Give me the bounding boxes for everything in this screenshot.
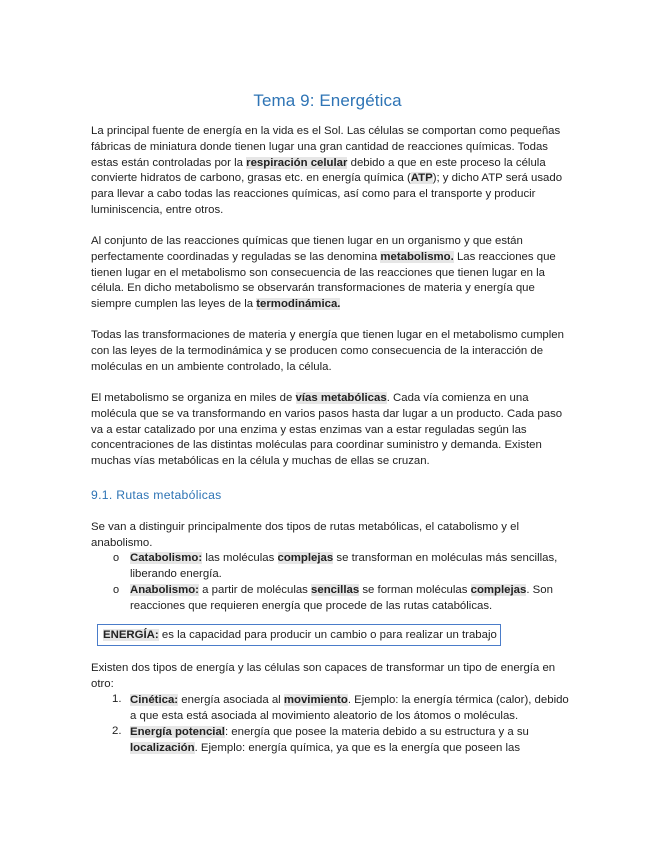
list-number-1: 1. — [112, 693, 122, 705]
term-energia: ENERGÍA: — [103, 629, 159, 641]
term-complejas-2: complejas — [470, 584, 527, 596]
list-item-anabolismo: Anabolismo: a partir de moléculas sencillas se forman moléculas complejas. Son reacciones que requieren energía que procede de las rutas catabólicas. — [130, 584, 553, 612]
para4-text-1: El metabolismo se organiza en miles de — [91, 392, 296, 404]
bullet-marker-catabolismo: o — [113, 552, 120, 564]
intro-text-1: La principal fuente de energía en la vida es el Sol. Las células se comportan como pequeñas fábricas de miniatura donde tienen lugar una gran cantidad de reacciones químicas. Todas estas están controladas por la — [91, 125, 561, 169]
term-complejas: complejas — [277, 552, 334, 564]
list-item-catabolismo: Catabolismo: las moléculas complejas se transforman en moléculas más sencillas, liberando energía. — [130, 552, 558, 580]
thermodynamics-paragraph: Todas las transformaciones de materia y energía que tienen lugar en el metabolismo cumplen con las leyes de la termodinámica y se producen como consecuencia de la interacción de moléculas en un ambiente controlado, la célula. — [91, 329, 564, 373]
intro-paragraph — [91, 124, 569, 219]
intro-text-2: debido a que en este proceso la célula convierte hidratos de carbono, grasas etc. en energía química ( — [91, 156, 546, 185]
term-vias-metabolicas: vías metabólicas — [295, 392, 387, 404]
routes-paragraph: Se van a distinguir principalmente dos tipos de rutas metabólicas, el catabolismo y el anabolismo. — [91, 521, 520, 549]
term-anabolismo: Anabolismo: — [130, 584, 199, 596]
para2-text-2: Las reacciones que tienen lugar en el metabolismo son consecuencia de las reacciones que tienen lugar en la célula. En dicho metabolismo se observarán transformaciones de materia y energía que siempre cumplen las leyes de la — [91, 250, 556, 311]
term-metabolismo: metabolismo. — [380, 250, 454, 263]
para4-text-2: . Cada vía comienza en una molécula que se va transformando en varios pasos hasta dar lugar a un producto. Cada paso va a estar catalizado por una enzima y estas enzimas van a estar reguladas según las concentraciones de las distintas moléculas para coordinar suministro y demanda. Existen muchas vías metabólicas en la célula y muchas de ellas se cruzan. — [91, 392, 563, 468]
term-termodinamica: termodinámica. — [256, 298, 341, 311]
metabolism-paragraph — [91, 234, 569, 313]
pathways-paragraph — [91, 391, 569, 470]
term-localizacion: localización — [130, 741, 195, 754]
term-atp: ATP — [410, 172, 433, 185]
energy-definition-box: ENERGÍA: es la capacidad para producir un cambio o para realizar un trabajo — [97, 624, 501, 646]
list-item-cinetica: Cinética: energía asociada al movimiento. Ejemplo: la energía térmica (calor), debido a que esta está asociada al movimiento aleatorio de los átomos o moléculas. — [130, 694, 569, 722]
bullet-marker-anabolismo: o — [113, 584, 120, 596]
term-movimiento: movimiento — [283, 694, 348, 706]
para2-text-1: Al conjunto de las reacciones químicas que tienen lugar en un organismo y que están perfectamente coordinadas y reguladas se las denomina — [91, 235, 523, 263]
term-cinetica: Cinética: — [130, 694, 179, 706]
page-title: Tema 9: Energética — [253, 91, 402, 110]
energy-types-paragraph: Existen dos tipos de energía y las células son capaces de transformar un tipo de energía en otro: — [91, 662, 556, 690]
term-sencillas: sencillas — [311, 584, 360, 596]
term-energia-potencial: Energía potencial — [130, 726, 225, 738]
list-item-potencial: Energía potencial: energía que posee la materia debido a su estructura y a su localización. Ejemplo: energía química, ya que es la energía que poseen las — [130, 726, 529, 754]
term-respiracion-celular: respiración celular — [246, 156, 348, 169]
intro-text-3: ); y dicho ATP será usado para llevar a cabo todas las reacciones químicas, así como para el transporte y producir luminiscencia, entre otros. — [91, 172, 563, 216]
section-heading: 9.1. Rutas metabólicas — [91, 488, 222, 502]
list-number-2: 2. — [112, 725, 122, 737]
term-catabolismo: Catabolismo: — [130, 552, 203, 564]
